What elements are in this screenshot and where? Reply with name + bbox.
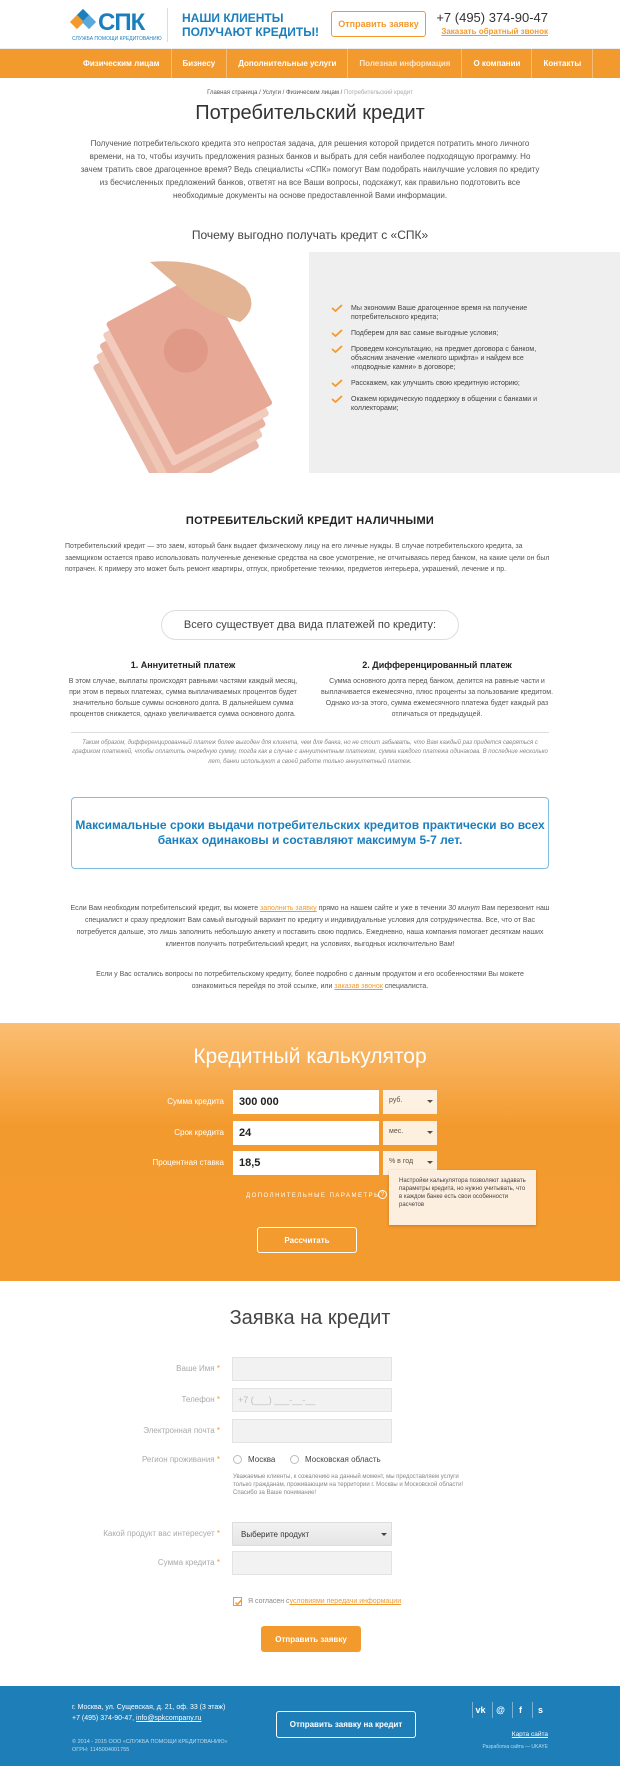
term-input[interactable]: 24 [233,1121,379,1145]
tooltip: Настройки калькулятора позволяют задавать параметры кредита, но нужно учитывать, что в каждом банке есть свои особенности расчетов [389,1170,536,1225]
list-item: Расскажем, как улучшить свою кредитную историю; [331,379,541,388]
facebook-icon[interactable]: f [512,1702,528,1718]
form-title: Заявка на кредит [229,1307,391,1329]
chevron-down-icon [427,1100,433,1103]
intro-text: Получение потребительского кредита это непростая задача, для решения которой придется потратить много личного времени, на то, чтобы изучить предложения разных банков и выбрать для себя наиболее подходящую программу. Но зачем тратить свое драгоценное время? Ведь специалисты «СПК» помогут Вам подобрать наилучшие условия по кредиту из бесчисленных предложений банков, ответят на все Ваши вопросы, подскажут, как правильно подготовить все необходимые документы на основе предоставленной Вами информации. [80,139,540,200]
header-phone[interactable]: +7 (495) 374-90-47 [436,10,548,25]
calc-row-amount: Сумма кредита 300 000 руб. [0,1090,620,1114]
benefits-band [0,252,620,473]
amount-input[interactable]: 300 000 [233,1090,379,1114]
credit-calculator [0,1023,620,1281]
calc-title: Кредитный калькулятор [193,1045,427,1068]
social-links [468,1702,548,1718]
slogan: НАШИ КЛИЕНТЫ ПОЛУЧАЮТ КРЕДИТЫ! [182,11,319,39]
crumb-individuals[interactable]: Физическим лицам [285,90,339,96]
check-icon [331,345,343,353]
calculate-button[interactable]: Рассчитать [257,1227,357,1253]
advanced-params-link[interactable]: ДОПОЛНИТЕЛЬНЫЕ ПАРАМЕТРЫ [246,1193,381,1199]
nav-individuals[interactable]: Физическим лицам [72,49,172,78]
nav-extra-services[interactable]: Дополнительные услуги [227,49,348,78]
region-note: Уважаемые клиенты, к сожалению на данный момент, мы предоставляем услуги только гражданам, проживающим на территории г. Москвы и Московской области! Спасибо за Ваше понимание! [233,1474,464,1496]
calc-row-rate: Процентная ставка 18,5 % в год [0,1151,620,1175]
apply-button[interactable]: Отправить заявку [331,11,426,37]
product-select[interactable]: Выберите продукт [232,1522,392,1546]
sitemap-link[interactable]: Карта сайта [511,1731,548,1738]
email-field[interactable] [232,1419,392,1443]
why-title: Почему выгодно получать кредит с «СПК» [191,228,429,242]
list-item: Мы экономим Ваше драгоценное время на получение потребительского кредита; [331,304,541,322]
fill-form-link[interactable]: заполнить заявку [260,905,317,912]
crumb-home[interactable]: Главная страница [207,90,258,96]
help-icon[interactable]: ? [378,1190,387,1199]
footer-contacts [72,1702,225,1724]
nav-about[interactable]: О компании [462,49,532,78]
footer-phone[interactable]: +7 (495) 374-90-47, [72,1715,135,1722]
benefits-list [331,304,541,420]
chevron-down-icon [381,1533,387,1536]
payment-types [65,660,555,720]
chevron-down-icon [427,1161,433,1164]
amount-field[interactable] [232,1551,392,1575]
mail-icon[interactable]: @ [492,1702,508,1718]
footer [0,1686,620,1766]
check-icon [331,329,343,337]
check-icon [331,304,343,312]
region-mo-radio[interactable]: Московская область [290,1455,381,1464]
logo-subtitle: СЛУЖБА ПОМОЩИ КРЕДИТОВАНИЮ [72,36,162,42]
cash-text: Потребительский кредит — это заем, который банк выдает физическому лицу на его личные нужды. В случае потребительского кредита, за заемщиком остается право использовать полученные денежные средства на свое усмотрение, не отчитываясь перед банком, на какие цели он был потрачен. К примеру это может быть ремонт квартиры, отпуск, приобретение техники, предметов интерьера, украшений, лечение и пр. [65,543,550,573]
nav-contacts[interactable]: Контакты [532,49,593,78]
nav-useful-info[interactable]: Полезная информация [348,49,462,78]
term-unit-select[interactable]: мес. [383,1121,437,1145]
italic-note: Таким образом, дифференцированный платеж более выгоден для клиента, чем для банка, но не стоит забывать, что Вам каждый раз придется сверяться с графиком платежей, чтобы оплатить очередную сумму, тогда как в случае с аннуитентным платежом, сумма каждого платежа одинакова. В последние несколько лет, банки используют в своей работе только аннуитетный платеж. [72,739,548,765]
logo[interactable] [72,9,162,42]
footer-email[interactable]: info@spkcompany.ru [136,1715,202,1722]
footer-apply-button[interactable]: Отправить заявку на кредит [276,1711,416,1738]
header [0,0,620,49]
crumb-current: Потребительский кредит [344,90,413,96]
logo-mark-icon [72,11,94,33]
callback-link[interactable]: Заказать обратный звонок [441,27,548,36]
vk-icon[interactable]: vk [472,1702,488,1718]
submit-button[interactable]: Отправить заявку [261,1626,361,1652]
agree-checkbox[interactable]: Я согласен с условиями передачи информации [233,1597,401,1606]
questions-paragraph: Если у Вас остались вопросы по потребительскому кредиту, более подробно с данным продуктом и его особенностями Вы можете ознакомиться перейдя по этой ссылке, или заказав звонок специалиста. [96,971,524,990]
check-icon [331,379,343,387]
footer-address: г. Москва, ул. Сущевская, д. 21, оф. 33 (3 этаж) [72,1704,226,1711]
payments-title: Всего существует два вида платежей по кредиту: [161,610,459,640]
list-item: Подберем для вас самые выгодные условия; [331,329,541,338]
logo-name: СПК [98,9,145,36]
payment-annuity: 1. Аннуитетный платеж В этом случае, выплаты происходят равными частями каждый месяц, при этом в первых платежах, сумма выплачиваемых процентов будет значительно больше суммы основного долга. В дальнейшем сумма процентов снижается, однако увеличивается сумма основного долга. [68,659,298,718]
breadcrumb: Главная страница / Услуги / Физическим лицам / Потребительский кредит [207,90,413,96]
page-title: Потребительский кредит [195,102,425,124]
check-icon [233,1597,242,1606]
currency-select[interactable]: руб. [383,1090,437,1114]
terms-link[interactable]: условиями передачи информации [289,1598,402,1605]
check-icon [331,395,343,403]
list-item: Окажем юридическую поддержку в общении с банками и коллекторами; [331,395,541,413]
cash-title: ПОТРЕБИТЕЛЬСКИЙ КРЕДИТ НАЛИЧНЫМИ [185,515,435,527]
skype-icon[interactable]: s [532,1702,548,1718]
rate-input[interactable]: 18,5 [233,1151,379,1175]
main-nav [0,49,620,78]
chevron-down-icon [427,1131,433,1134]
payment-differentiated: 2. Дифференцированный платеж Сумма основного долга перед банком, делится на равные части и выплачивается ежемесячно, плюс проценты за пользование кредитом. Однако из-за этого, сумма ежемесячного платежа будет каждый раз отличаться от предыдущей. [320,659,554,718]
nav-business[interactable]: Бизнесу [172,49,228,78]
name-field[interactable] [232,1357,392,1381]
apply-paragraph: Если Вам необходим потребительский кредит, вы можете заполнить заявку прямо на нашем сайте и уже в течении 30 минут Вам перезвонит наш специалист и сразу предложит Вам самый выгодный вариант по кредиту и индивидуальные условия для сотрудничества. Все, что от Вас потребуется дальше, это лишь заполнить небольшую анкету и поставить свою подпись. Ежедневно, наша компания помогает десяткам наших клиентов получить потребительский кредит, на условиях, выгодных исключительно Вам! [70,905,550,948]
order-call-link[interactable]: заказав звонок [334,983,383,990]
highlight-box: Максимальные сроки выдачи потребительских кредитов практически во всех банках одинаковы и составляют максимум 5-7 лет. [71,797,549,869]
application-form: Заявка на кредит Ваше Имя * Телефон * +7 (___) ___-__-__ Электронная почта * Регион проживания * Москва Московская область Уважаемые клиенты, к сожалению на данный момент, мы предоставляем услуги только гражданам, проживающим на территории г. Москвы и Московской области! Спасибо за Ваше понимание! Какой продукт вас интересует * Выберите продукт Сумма кредита * Я согласен с условиями передачи информации Отправить заявку [0,1281,620,1686]
list-item: Проведем консультацию, на предмет договора с банком, объясним значение «мелкого шрифта» и найдем все «подводные камни» в договоре; [331,345,541,372]
calc-row-term: Срок кредита 24 мес. [0,1121,620,1145]
region-moscow-radio[interactable]: Москва [233,1455,275,1464]
money-image [0,252,309,473]
phone-field[interactable]: +7 (___) ___-__-__ [232,1388,392,1412]
crumb-services[interactable]: Услуги [262,90,281,96]
developer-credit: Разработка сайта — UKAYE [482,1744,548,1750]
rate-unit-select[interactable]: % в год [383,1151,437,1175]
footer-copyright: © 2014 - 2015 ООО «СЛУЖБА ПОМОЩИ КРЕДИТОВАНИЮ» ОГРН: 1145004001755 [72,1739,228,1753]
